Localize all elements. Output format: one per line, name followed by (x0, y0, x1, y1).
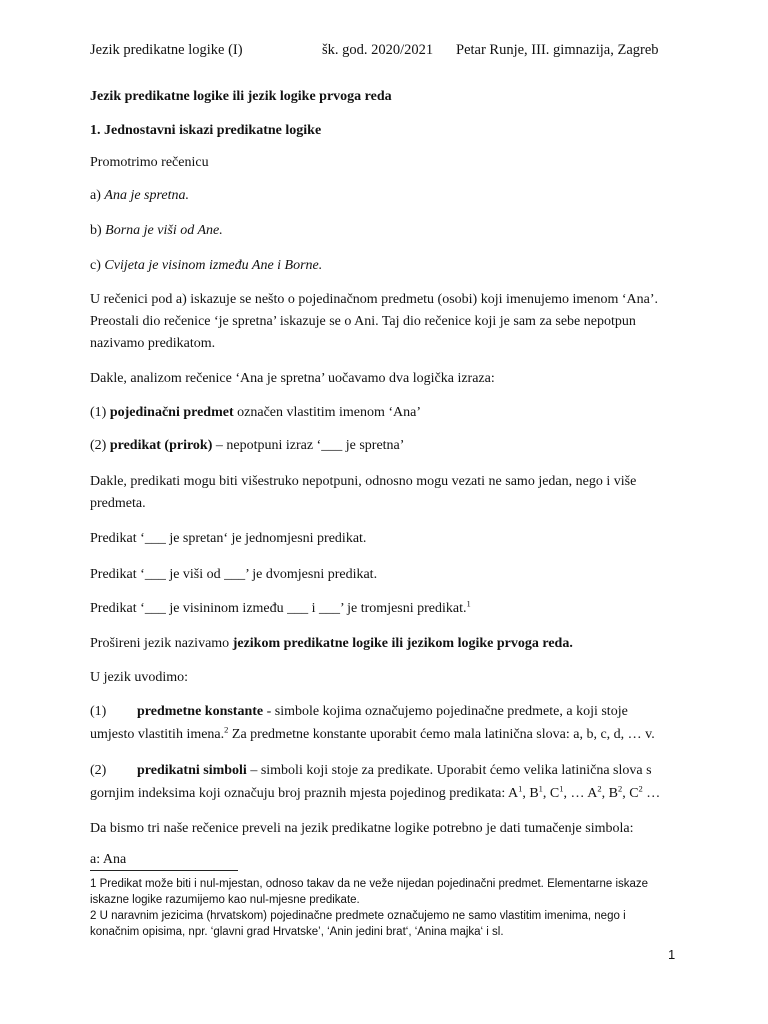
header-author: Petar Runje, III. gimnazija, Zagreb (456, 42, 659, 58)
paragraph-line: predmeta. (90, 496, 146, 511)
list-number: (2) (90, 763, 107, 778)
symbol: , B (601, 786, 618, 801)
symbol: … (642, 786, 661, 801)
example-label: c) (90, 258, 101, 273)
footnote-line: 1 Predikat može biti i nul-mjestan, odnoso takav da ne veže nijedan pojedinačni predmet. Elementarne iskaze (90, 878, 649, 890)
superscript: 1 (518, 783, 523, 794)
superscript: 1 (559, 783, 564, 794)
paragraph-introduce: U jezik uvodimo: (90, 670, 188, 685)
interpretation-line: a: Ana (90, 852, 127, 867)
paragraph-extended-language (90, 633, 680, 655)
footnote-separator (90, 870, 238, 871)
superscript: 2 (638, 783, 643, 794)
predicate-two-place: Predikat ‘___ je viši od ___’ je dvomjesni predikat. (90, 567, 378, 582)
example-label: a) (90, 188, 101, 203)
list-term: predmetne konstante (137, 704, 264, 719)
item-term: pojedinačni predmet (109, 405, 234, 420)
footnote-line: iskazne logike razumijemo kao nul-mjesne predikate. (90, 894, 360, 906)
list-desc: umjesto vlastitih imena. (90, 727, 225, 742)
symbol: , … A (563, 786, 598, 801)
footnote-line: 2 U naravnim jezicima (hrvatskom) pojedinačne predmete označujemo ne samo vlastitim imenima, nego i (90, 910, 626, 922)
item-1 (90, 402, 680, 424)
list-desc: - simbole kojima označujemo pojedinačne predmete, a koji stoje (263, 704, 628, 719)
page-header (90, 42, 680, 62)
example-b (90, 220, 680, 242)
item-number: (1) (90, 405, 107, 420)
list-desc: Za predmetne konstante uporabit ćemo mala latinična slova: a, b, c, d, … v. (228, 727, 655, 742)
paragraph-text: Prošireni jezik nazivamo (90, 636, 233, 651)
predicate-text: Predikat ‘___ je visininom između ___ i ___’ je tromjesni predikat. (90, 601, 467, 616)
item-desc: označen vlastitim imenom ‘Ana’ (233, 405, 422, 420)
symbol: , C (542, 786, 560, 801)
intro-text: Promotrimo rečenicu (90, 155, 209, 170)
item-desc: – nepotpuni izraz ‘___ je spretna’ (212, 438, 405, 453)
item-number: (2) (90, 438, 107, 453)
list-item-2 (90, 760, 680, 782)
example-text: Ana je spretna. (104, 188, 190, 203)
footnote-ref: 1 (466, 598, 471, 609)
superscript: 2 (597, 783, 602, 794)
footnote-ref: 2 (224, 724, 229, 735)
paragraph-line: U rečenici pod a) iskazuje se nešto o pojedinačnom predmetu (osobi) koji imenujemo imenom ‘Ana’. (90, 292, 659, 307)
symbol: , C (622, 786, 639, 801)
list-item-1-cont (90, 724, 680, 746)
list-item-1 (90, 701, 680, 723)
section-heading: 1. Jednostavni iskazi predikatne logike (90, 123, 322, 138)
example-a (90, 185, 680, 207)
footnote-line: konačnim opisima, npr. ‘glavni grad Hrvatske’, ‘Anin jedini brat‘, ‘Anina majka‘ i sl. (90, 926, 504, 938)
symbol: , B (522, 786, 539, 801)
list-desc: – simboli koji stoje za predikate. Uporabit ćemo velika latinična slova s (246, 763, 652, 778)
paragraph-line: nazivamo predikatom. (90, 336, 216, 351)
paragraph-interpretation: Da bismo tri naše rečenice preveli na jezik predikatne logike potrebno je dati tumačenje simbola: (90, 821, 634, 836)
item-term: predikat (prirok) (109, 438, 213, 453)
page-number: 1 (668, 947, 676, 962)
item-2 (90, 435, 680, 457)
header-year: šk. god. 2020/2021 (322, 42, 434, 58)
superscript: 2 (617, 783, 623, 794)
predicate-one-place: Predikat ‘___ je spretan‘ je jednomjesni predikat. (90, 531, 367, 546)
document-title: Jezik predikatne logike ili jezik logike prvoga reda (90, 89, 392, 104)
header-course: Jezik predikatne logike (I) (90, 42, 243, 58)
list-term: predikatni simboli (137, 763, 247, 778)
paragraph-emphasis: jezikom predikatne logike ili jezikom logike prvoga reda. (232, 636, 573, 651)
example-c (90, 255, 680, 277)
list-desc: gornjim indeksima koji označuju broj praznih mjesta pojedinog predikata: A (90, 786, 519, 801)
paragraph-analysis: Dakle, analizom rečenice ‘Ana je spretna’ uočavamo dva logička izraza: (90, 371, 495, 386)
example-text: Cvijeta je visinom između Ane i Borne. (104, 258, 323, 273)
paragraph-line: Preostali dio rečenice ‘je spretna’ iskazuje se o Ani. Taj dio rečenice koji je sam za sebe nepotpun (90, 314, 636, 329)
predicate-three-place (90, 598, 680, 620)
list-item-2-cont (90, 783, 680, 805)
list-number: (1) (90, 704, 107, 719)
paragraph-line: Dakle, predikati mogu biti višestruko nepotpuni, odnosno mogu vezati ne samo jedan, nego i više (90, 474, 637, 489)
example-text: Borna je viši od Ane. (105, 223, 223, 238)
superscript: 1 (538, 783, 543, 794)
example-label: b) (90, 223, 102, 238)
